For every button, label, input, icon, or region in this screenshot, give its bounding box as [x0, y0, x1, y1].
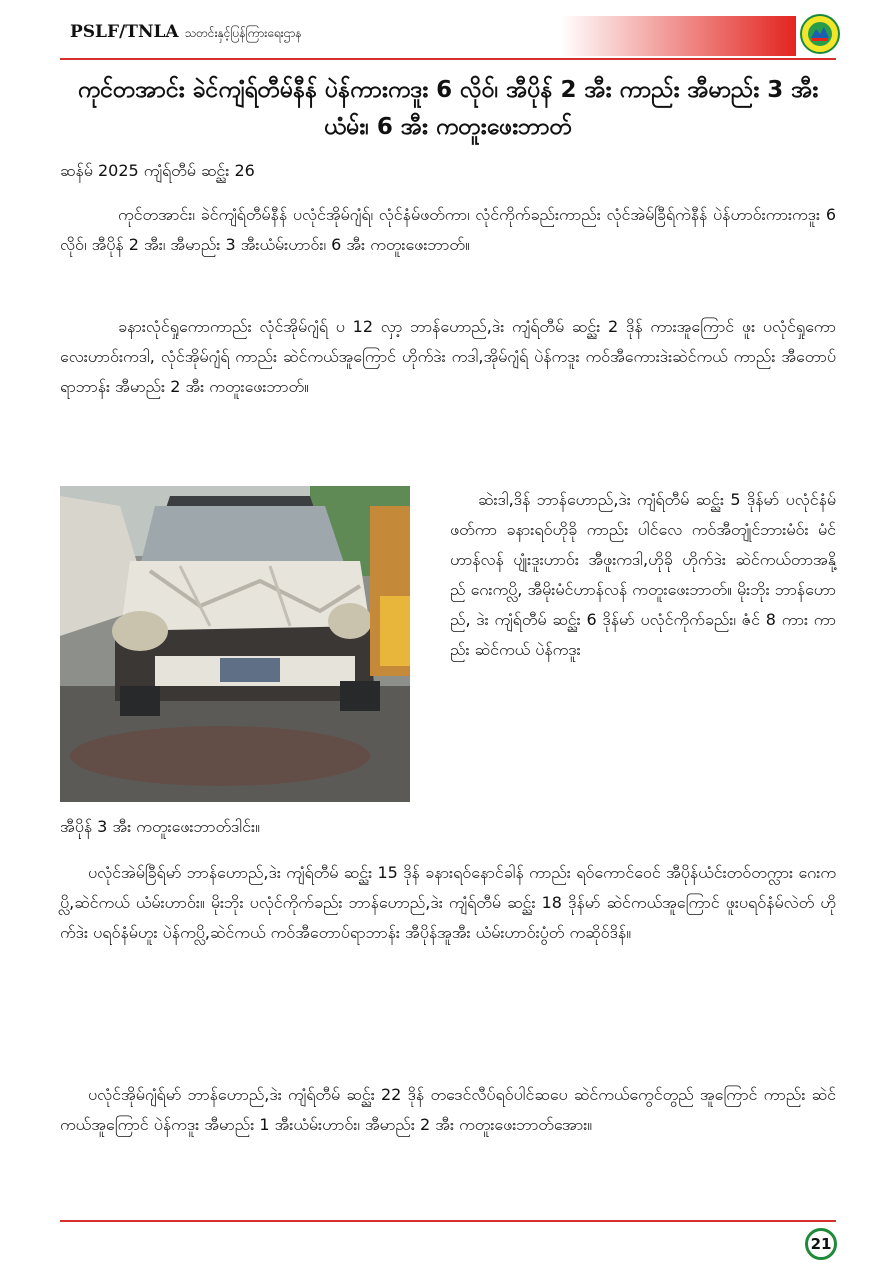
publication-name: PSLF/TNLA	[70, 22, 179, 42]
page-number: 21	[805, 1228, 837, 1260]
damaged-car-photo	[60, 486, 410, 802]
paragraph-2: ခနားလုံင်ရှုကောကာည်း လုံင်အိုမ်ဂျံရ် ပ 12 လှာ့ ဘာန်ဟောည်,ဒဲး ကျံရ်တီမ် ဆင္ည်း 2 ဒိုန် ကားအူကြောင် ဖူး ပလုံင်ရှုကော လေးဟာဝ်းကဒါ, လုံင်အိုမ်ဂျံရ် ကာည်း ဆဲင်ကယ်အူကြောင် ဟိုက်ဒဲး ကဒါ,အိုမ်ဂျံရ် ပဲန်ကဒူး ကဝ်အီကေားဒဲးဆဲင်ကယ် ကာည်း အီတောပ်ရာဘာန်း အီမာည်း 2 အီး ကတူးဖေးဘာတ်။	[60, 317, 836, 396]
header-divider	[60, 58, 836, 60]
header-color-band	[560, 16, 796, 56]
page-header	[0, 0, 896, 62]
paragraph-3: ဆဲးဒါ,ဒိန် ဘာန်ဟောည်,ဒဲး ကျံရ်တီမ် ဆင္ည်း 5 ဒိုန်မာ် ပလုံင်နံမ်ဖတ်ကာ ခနားရဝ်ဟိုခို ကာည်း ပါင်လေ ကဝ်အီတျုံင်ဘားမံဝ်း မံင်ဟာန်လန် ပျုံးဒူးဟာဝ်း အီဖူးကဒါ,ဟိုခို ဟိုက်ဒဲး ဆဲင်ကယ်တာအနို့ည် ဂေးကပ္လိ, အီမိုးမံင်ဟာန်လန် ကတူးဖေးဘာတ်။ မိုးဘိုး ဘာန်ဟောည်, ဒဲး ကျံရ်တီမ် ဆင္ည်း 6 ဒိုန်မာ် ပလုံင်ကိုက်ခည်း၊ ဇံင် 8 ကား ကာည်း ဆဲင်ကယ် ပဲန်ကဒူး	[450, 490, 836, 659]
publication-title	[70, 22, 302, 43]
article-date: ဆန်မ် 2025 ကျံရ်တီမ် ဆင္ည်း 26	[60, 161, 255, 180]
paragraph-4: ပလုံင်အဲမ်ခြီရ်မာ် ဘာန်ဟောည်,ဒဲး ကျံရ်တီမ် ဆင္ည်း 15 ဒိုန် ခနားရဝ်နောင်ခါန် ကာည်း ရဝ်ကောင်ဝေင် အီပိုန်ယံင်းတဝ်တက္လား ဂေးကပ္လိ,ဆဲင်ကယ် ယံမ်းဟာဝ်း။ မိုးဘိုး ပလုံင်ကိုက်ခည်း ဘာန်ဟောည်,ဒဲး ကျံရ်တီမ် ဆင္ည်း 18 ဒိုန်မာ် ဆဲင်ကယ်အူကြောင် ဖူးပရဝ်နံမ်လဲတ် ဟိုက်ဒဲး ပရဝ်နံမ်ဟူး ပဲန်ကပ္လိ,ဆဲင်ကယ် ကဝ်အီတောပ်ရာဘာန်း အီပိုန်အူအီး ယံမ်းဟာဝ်းပွံတ် ကဆိုဝ်ဒိန်။	[60, 863, 836, 942]
article-headline: ကုင်တအာင်း ခဲင်ကျံရ်တီမ်နီန် ပဲန်ကားကဒူး 6 လိုဝ်၊ အီပိုန် 2 အီး ကာည်း အီမာည်း 3 အီးယံမ်း၊ 6 အီး ကတူးဖေးဘာတ်	[77, 77, 819, 140]
paragraph-5: ပလုံင်အိုမ်ဂျံရ်မာ် ဘာန်ဟောည်,ဒဲး ကျံရ်တီမ် ဆင္ည်း 22 ဒိုန် တဒေင်လီပ်ရဝ်ပါင်ဆပေ ဆဲင်ကယ်ကွေင်တွည် အူကြောင် ကာည်း ဆဲင်ကယ်အူကြောင် ပဲန်ကဒူး အီမာည်း 1 အီးယံမ်းဟာဝ်း၊ အီမာည်း 2 အီး ကတူးဖေးဘာတ်အေား။	[60, 1085, 836, 1134]
tnla-emblem-icon	[800, 14, 840, 54]
footer-divider	[60, 1220, 836, 1222]
paragraph-1: ကုင်တအာင်း၊ ခဲင်ကျံရ်တီမ်နီန် ပလုံင်အိုမ်ဂျံရ်၊ လုံင်နံမ်ဖတ်ကာ၊ လုံင်ကိုက်ခည်းကာည်း လုံင်အဲမ်ခြီရ်ကဲနီန် ပဲန်ဟာဝ်းကားကဒူး 6 လိုဝ်၊ အီပိုန် 2 အီး၊ အီမာည်း 3 အီးယံမ်းဟာဝ်း၊ 6 အီး ကတူးဖေးဘာတ်။	[60, 205, 836, 254]
paragraph-3-continued: အီပိုန် 3 အီး ကတူးဖေးဘာတ်ဒါင်း။	[60, 817, 260, 836]
publication-subtitle: သတင်းနှင့်ပြန်ကြားရေးဌာန	[184, 26, 302, 40]
